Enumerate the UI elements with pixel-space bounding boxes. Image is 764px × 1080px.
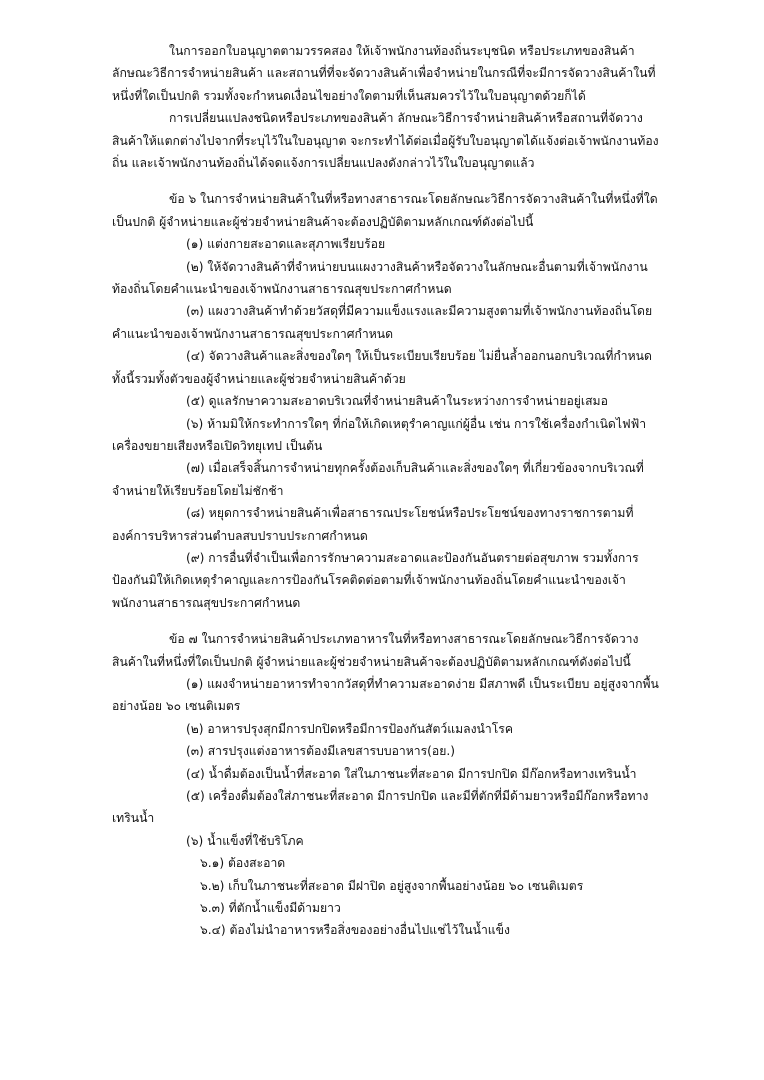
section-6-item-8: (๘) หยุดการจำหน่ายสินค้าเพื่อสาธารณประโยชน์หรือประโยชน์ของทางราชการตามที่องค์การบริหารส่วนตำบลสบปราบประกาศกำหนด xyxy=(112,506,634,543)
section-gap xyxy=(112,614,660,628)
section-7-item-3: (๓) สารปรุงแต่งอาหารต้องมีเลขสารบบอาหาร(อย.) xyxy=(186,744,455,759)
section-6-item-5: (๕) ดูแลรักษาความสะอาดบริเวณที่จำหน่ายสินค้าในระหว่างการจำหน่ายอยู่เสมอ xyxy=(186,394,608,409)
section-6-item-3: (๓) แผงวางสินค้าทำด้วยวัสดุที่มีความแข็งแรงและมีความสูงตามที่เจ้าพนักงานท้องถิ่นโดยคำแนะนำของเจ้าพนักงานสาธารณสุขประกาศกำหนด xyxy=(112,304,653,341)
section-7-subitem-4: ๖.๔) ต้องไม่นำอาหารหรือสิ่งของอย่างอื่นไปแช่ไว้ในน้ำแข็ง xyxy=(200,923,510,938)
paragraph-license-conditions: ในการออกใบอนุญาตตามวรรคสอง ให้เจ้าพนักงานท้องถิ่นระบุชนิด หรือประเภทของสินค้า ลักษณะวิธีการจำหน่ายสินค้า และสถานที่ที่จะจัดวางสินค้าเพื่อจำหน่ายในกรณีที่จะมีการจัดวางสินค้าในที่หนึ่งที่ใดเป็นปกติ รวมทั้งจะกำหนดเงื่อนไขอย่างใดตามที่เห็นสมควรไว้ในใบอนุญาตด้วยก็ได้ xyxy=(112,44,656,103)
section-7-item-2: (๒) อาหารปรุงสุกมีการปกปิดหรือมีการป้องกันสัตว์แมลงนำโรค xyxy=(186,721,513,736)
section-6-item-6: (๖) ห้ามมิให้กระทำการใดๆ ที่ก่อให้เกิดเหตุรำคาญแก่ผู้อื่น เช่น การใช้เครื่องกำเนิดไฟฟ้า เครื่องขยายเสียงหรือเปิดวิทยุเทป เป็นต้น xyxy=(112,416,647,453)
section-6-item-9: (๙) การอื่นที่จำเป็นเพื่อการรักษาความสะอาดและป้องกันอันตรายต่อสุขภาพ รวมทั้งการป้องกันมิให้เกิดเหตุรำคาญและการป้องกันโรคติดต่อตามที่เจ้าพนักงานท้องถิ่นโดยคำแนะนำของเจ้าพนักงานสาธารณสุขประกาศกำหนด xyxy=(112,550,639,610)
section-gap xyxy=(112,174,660,188)
section-7-item-5: (๕) เครื่องดื่มต้องใส่ภาชนะที่สะอาด มีการปกปิด และมีที่ตักที่มีด้ามยาวหรือมีก๊อกหรือทางเทรินน้ำ xyxy=(112,789,649,826)
section-6-item-2: (๒) ให้จัดวางสินค้าที่จำหน่ายบนแผงวางสินค้าหรือจัดวางในลักษณะอื่นตามที่เจ้าพนักงานท้องถิ่นโดยคำแนะนำของเจ้าพนักงานสาธารณสุขประกาศกำหนด xyxy=(112,259,648,297)
section-7-subitem-1: ๖.๑) ต้องสะอาด xyxy=(200,856,286,871)
section-7-item-1: (๑) แผงจำหน่ายอาหารทำจากวัสดุที่ทำความสะอาดง่าย มีสภาพดี เป็นระเบียบ อยู่สูงจากพื้นอย่างน้อย ๖๐ เซนติเมตร xyxy=(112,676,659,714)
section-6-intro: ข้อ ๖ ในการจำหน่ายสินค้าในที่หรือทางสาธารณะโดยลักษณะวิธีการจัดวางสินค้าในที่หนึ่งที่ใดเป็นปกติ ผู้จำหน่ายและผู้ช่วยจำหน่ายสินค้าจะต้องปฏิบัติตามหลักเกณฑ์ดังต่อไปนี้ xyxy=(112,192,658,229)
section-7-subitem-3: ๖.๓) ที่ตักน้ำแข็งมีด้ามยาว xyxy=(200,901,341,916)
paragraph-license-changes: การเปลี่ยนแปลงชนิดหรือประเภทของสินค้า ลักษณะวิธีการจำหน่ายสินค้าหรือสถานที่จัดวางสินค้าให้แตกต่างไปจากที่ระบุไว้ในใบอนุญาต จะกระทำได้ต่อเมื่อผู้รับใบอนุญาตได้แจ้งต่อเจ้าพนักงานท้องถิ่น และเจ้าพนักงานท้องถิ่นได้จดแจ้งการเปลี่ยนแปลงดังกล่าวไว้ในใบอนุญาตแล้ว xyxy=(112,111,659,171)
section-7-item-4: (๔) น้ำดื่มต้องเป็นน้ำที่สะอาด ใส่ในภาชนะที่สะอาด มีการปกปิด มีก๊อกหรือทางเทรินน้ำ xyxy=(186,766,637,781)
section-7-subitem-2: ๖.๒) เก็บในภาชนะที่สะอาด มีฝาปิด อยู่สูงจากพื้นอย่างน้อย ๖๐ เซนติเมตร xyxy=(200,878,584,893)
document-body xyxy=(112,40,660,942)
section-7-item-6: (๖) น้ำแข็งที่ใช้บริโภค xyxy=(186,833,304,848)
section-6-item-7: (๗) เมื่อเสร็จสิ้นการจำหน่ายทุกครั้งต้องเก็บสินค้าและสิ่งของใดๆ ที่เกี่ยวข้องจากบริเวณที่จำหน่ายให้เรียบร้อยโดยไม่ชักช้า xyxy=(112,461,644,498)
section-6-item-4: (๔) จัดวางสินค้าและสิ่งของใดๆ ให้เป็นระเบียบเรียบร้อย ไม่ยื่นล้ำออกนอกบริเวณที่กำหนด ทั้งนี้รวมทั้งตัวของผู้จำหน่ายและผู้ช่วยจำหน่ายสินค้าด้วย xyxy=(112,349,652,386)
section-7-intro: ข้อ ๗ ในการจำหน่ายสินค้าประเภทอาหารในที่หรือทางสาธารณะโดยลักษณะวิธีการจัดวางสินค้าในที่หนึ่งที่ใดเป็นปกติ ผู้จำหน่ายและผู้ช่วยจำหน่ายสินค้าจะต้องปฏิบัติตามหลักเกณฑ์ดังต่อไปนี้ xyxy=(112,632,639,669)
section-6-item-1: (๑) แต่งกายสะอาดและสุภาพเรียบร้อย xyxy=(186,237,386,252)
